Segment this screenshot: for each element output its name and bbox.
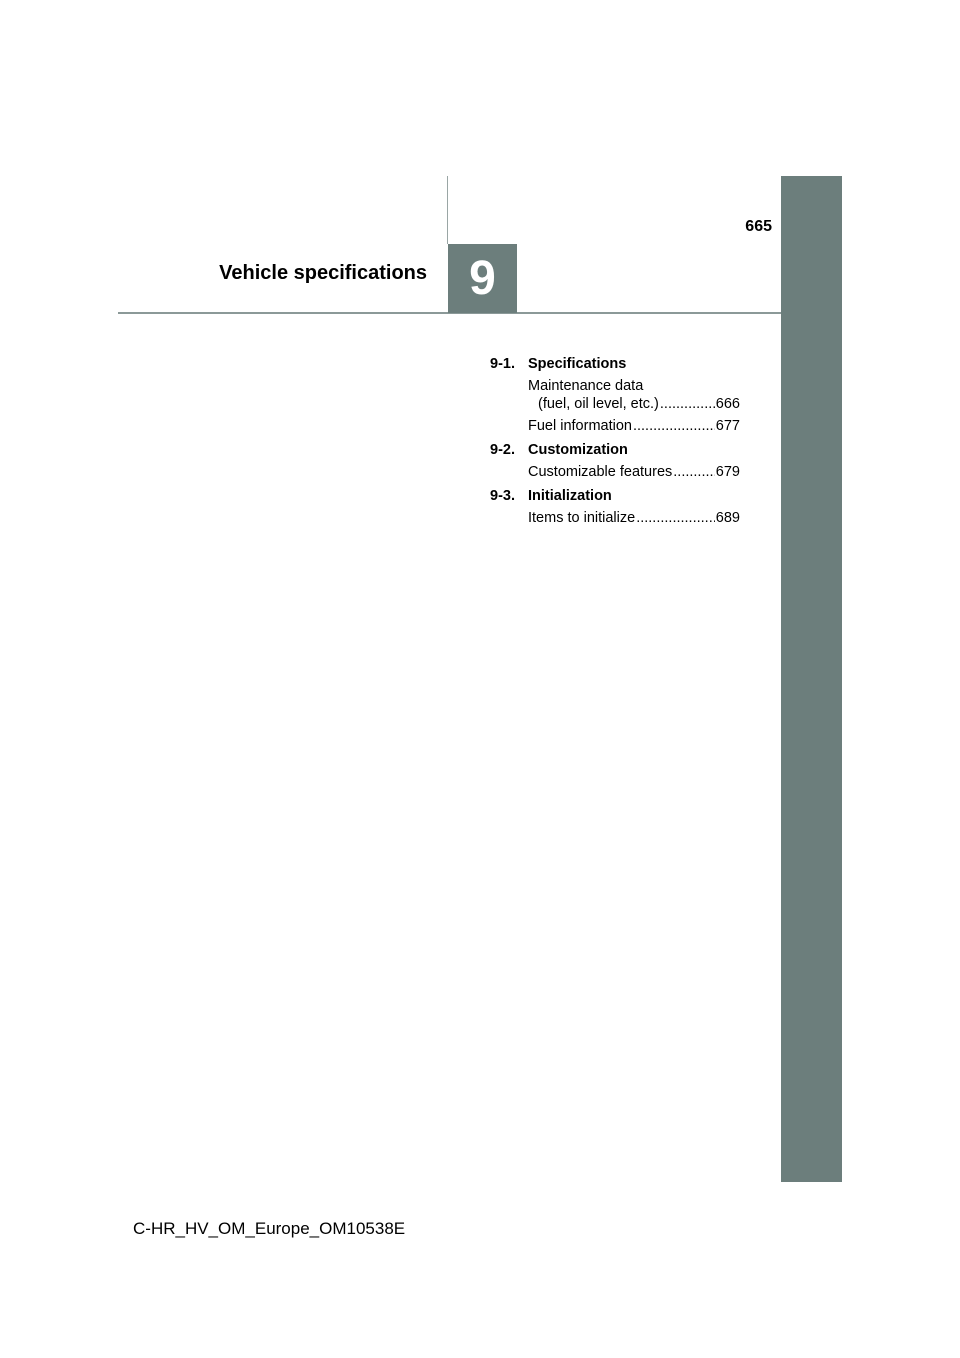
- page-number: 665: [745, 218, 772, 235]
- header-vertical-rule: [447, 176, 448, 244]
- toc-leader-dots: [636, 509, 715, 527]
- toc-section-number: 9-1.: [490, 356, 515, 372]
- toc-leader-dots: [633, 417, 715, 435]
- toc-item-page: 679: [715, 464, 740, 480]
- toc-item-maintenance-data[interactable]: [528, 377, 740, 413]
- toc-section-9-1: [490, 355, 740, 435]
- toc-section-heading[interactable]: [490, 487, 740, 505]
- toc-item-items-to-initialize[interactable]: [528, 509, 740, 527]
- toc-item-label: Items to initialize: [528, 510, 636, 526]
- toc-item-label-continued: (fuel, oil level, etc.): [538, 396, 659, 412]
- toc-section-9-3: [490, 487, 740, 527]
- toc-section-title: Initialization: [528, 488, 612, 504]
- table-of-contents: [490, 355, 740, 533]
- toc-item-label: Customizable features: [528, 464, 673, 480]
- toc-item-customizable-features[interactable]: [528, 463, 740, 481]
- toc-section-number: 9-2.: [490, 442, 515, 458]
- toc-item-page: 689: [715, 510, 740, 526]
- chapter-title: Vehicle specifications: [219, 262, 427, 284]
- toc-item-label: Fuel information: [528, 418, 632, 434]
- chapter-side-tab: [781, 176, 842, 1182]
- document-footer-code: C-HR_HV_OM_Europe_OM10538E: [133, 1219, 406, 1238]
- toc-section-heading[interactable]: [490, 441, 740, 459]
- toc-item-page: 666: [715, 396, 740, 412]
- toc-leader-dots: [673, 463, 715, 481]
- toc-section-number: 9-3.: [490, 488, 515, 504]
- toc-section-9-2: [490, 441, 740, 481]
- toc-item-label: Maintenance data: [528, 378, 644, 394]
- chapter-number-box: 9: [448, 244, 517, 313]
- toc-leader-dots: [660, 395, 715, 413]
- toc-section-heading[interactable]: [490, 355, 740, 373]
- toc-section-title: Customization: [528, 442, 628, 458]
- toc-item-page: 677: [715, 418, 740, 434]
- toc-section-title: Specifications: [528, 356, 627, 372]
- toc-item-fuel-information[interactable]: [528, 417, 740, 435]
